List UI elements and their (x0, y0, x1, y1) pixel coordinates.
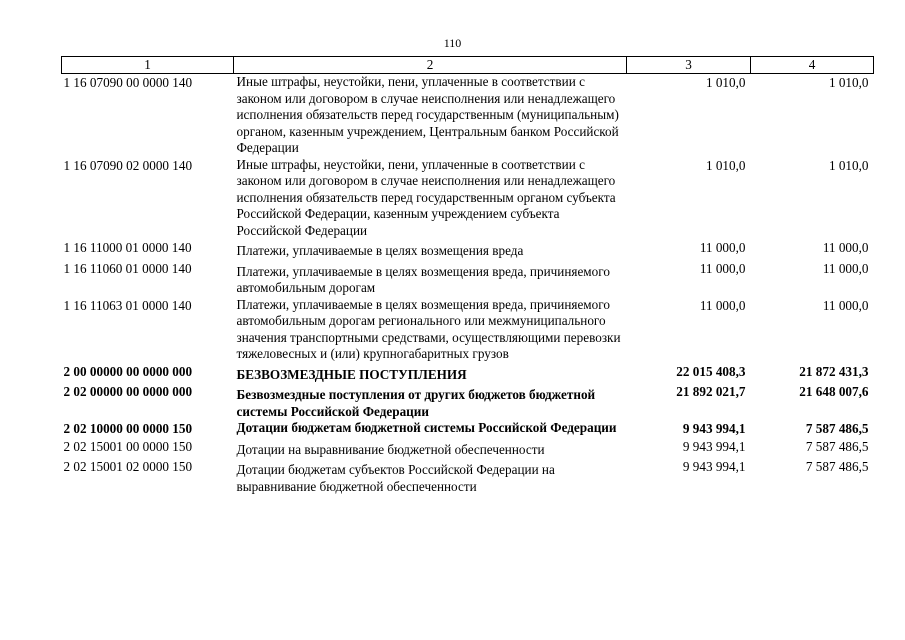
row-name: Дотации бюджетам бюджетной системы Российской Федерации (236, 420, 617, 435)
row-name: Платежи, уплачиваемые в целях возмещения вреда (236, 243, 524, 258)
row-code: 1 16 07090 00 0000 140 (63, 75, 193, 90)
row-value-1: 9 943 994,1 (682, 438, 746, 454)
table-row (62, 239, 874, 260)
table-header-row (62, 57, 874, 74)
row-name: Платежи, уплачиваемые в целях возмещения вреда, причиняемого автомобильным дорогам (236, 263, 610, 295)
row-value-1: 1 010,0 (705, 75, 746, 90)
table-row (62, 363, 874, 384)
table-row (62, 74, 874, 157)
row-code: 2 02 10000 00 0000 150 (63, 421, 193, 436)
row-value-1: 11 000,0 (699, 297, 746, 313)
row-code: 1 16 11000 01 0000 140 (63, 240, 192, 255)
row-value-1: 22 015 408,3 (676, 363, 746, 379)
row-value-2: 11 000,0 (822, 297, 869, 313)
row-name: Безвозмездные поступления от других бюджетов бюджетной системы Российской Федерации (236, 387, 596, 419)
row-code: 2 00 00000 00 0000 000 (63, 363, 193, 379)
row-value-2: 1 010,0 (828, 157, 869, 173)
row-value-2: 21 648 007,6 (799, 384, 869, 399)
row-value-2: 7 587 486,5 (805, 421, 869, 436)
column-header-code: 1 (62, 57, 234, 74)
row-name: Платежи, уплачиваемые в целях возмещения вреда, причиняемого автомобильным дорогам регионального или межмуниципального значения транспортными средствами, осуществляющими перевозки тяжеловесных и (или) крупногабаритных грузов (236, 296, 621, 361)
row-code: 2 02 15001 02 0000 150 (63, 459, 193, 474)
table-row (62, 157, 874, 240)
row-value-2: 11 000,0 (822, 240, 869, 255)
row-value-2: 7 587 486,5 (805, 438, 869, 454)
row-code: 2 02 00000 00 0000 000 (63, 384, 193, 399)
row-code: 1 16 11060 01 0000 140 (63, 260, 192, 276)
row-value-2: 21 872 431,3 (799, 363, 869, 379)
row-value-1: 11 000,0 (699, 260, 746, 276)
table-row (62, 420, 874, 438)
row-name: Дотации на выравнивание бюджетной обеспеченности (236, 441, 545, 457)
page-number: 110 (443, 36, 462, 50)
column-header-value-2: 4 (751, 57, 874, 74)
column-header-value-1: 3 (627, 57, 751, 74)
table-row (62, 438, 874, 459)
table-row (62, 383, 874, 420)
row-code: 2 02 15001 00 0000 150 (63, 438, 193, 454)
row-code: 1 16 11063 01 0000 140 (63, 297, 192, 313)
table-row (62, 458, 874, 495)
budget-table (61, 56, 874, 495)
row-value-2: 11 000,0 (822, 260, 869, 276)
row-name: Иные штрафы, неустойки, пени, уплаченные в соответствии с законом или договором в случае неисполнения или ненадлежащего исполнения обязательств перед государственным органом субъекта Российской Федерации, казенным учреждением субъекта Российской Федерации (236, 156, 616, 238)
row-name: БЕЗВОЗМЕЗДНЫЕ ПОСТУПЛЕНИЯ (236, 366, 467, 382)
row-value-1: 9 943 994,1 (682, 459, 746, 474)
row-value-1: 1 010,0 (705, 157, 746, 173)
row-name: Иные штрафы, неустойки, пени, уплаченные в соответствии с законом или договором в случае неисполнения или ненадлежащего исполнения обязательств перед государственным (муниципальным) органом, казенным учреждением, Центральным банком Российской Федерации (236, 74, 619, 155)
row-value-2: 1 010,0 (828, 75, 869, 90)
row-value-2: 7 587 486,5 (805, 459, 869, 474)
column-header-name: 2 (234, 57, 627, 74)
row-name: Дотации бюджетам субъектов Российской Федерации на выравнивание бюджетной обеспеченности (236, 462, 555, 494)
row-value-1: 9 943 994,1 (682, 421, 746, 436)
row-value-1: 11 000,0 (699, 240, 746, 255)
table-row (62, 260, 874, 297)
row-value-1: 21 892 021,7 (676, 384, 746, 399)
table-row (62, 297, 874, 363)
row-code: 1 16 07090 02 0000 140 (63, 157, 193, 173)
